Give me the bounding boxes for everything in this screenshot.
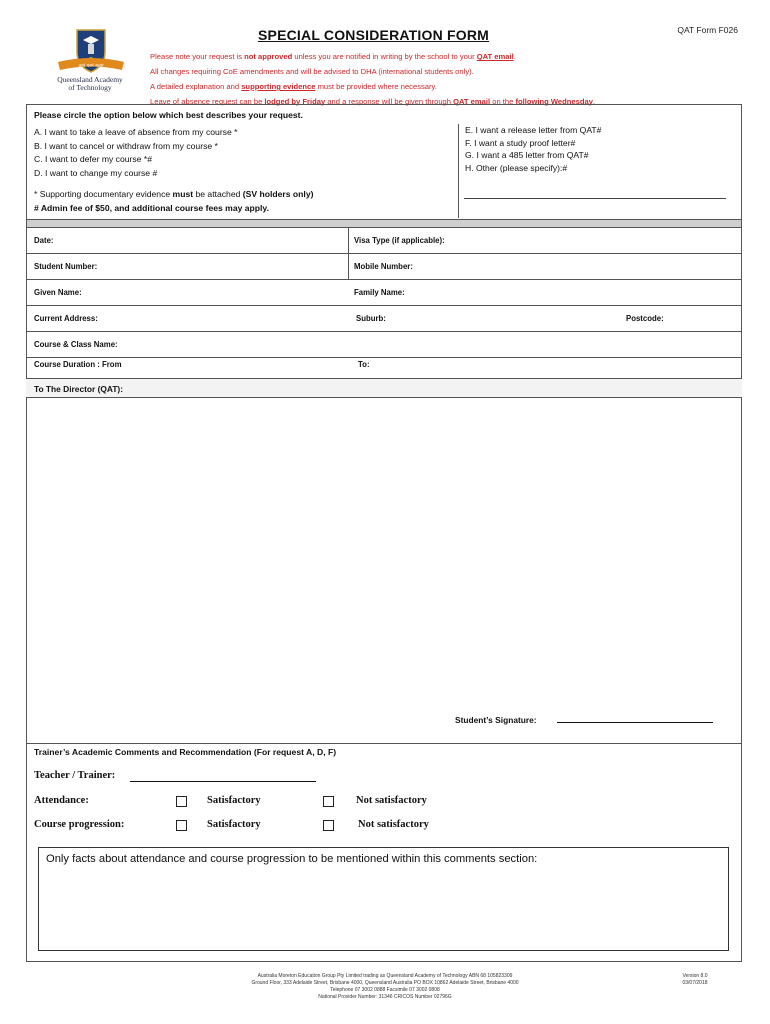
family-name-label: Family Name: bbox=[354, 288, 405, 297]
note-leave: Leave of absence request can be lodged by Friday and a response will be given through QAT email on the following Wednesday. bbox=[150, 97, 596, 106]
form-title: SPECIAL CONSIDERATION FORM bbox=[258, 27, 490, 43]
trainer-heading: Trainer’s Academic Comments and Recommendation (For request A, D, F) bbox=[34, 747, 337, 757]
option-g[interactable]: G. I want a 485 letter from QAT# bbox=[465, 150, 589, 161]
comments-note: Only facts about attendance and course progression to be mentioned within this comments section: bbox=[46, 853, 538, 865]
attendance-not-satisfactory-label: Not satisfactory bbox=[356, 795, 427, 806]
footer-line4: National Provider Number: 31346 CRICOS Number 02796G bbox=[318, 994, 452, 1000]
progression-label: Course progression: bbox=[34, 819, 125, 830]
teacher-line[interactable] bbox=[130, 781, 316, 782]
school-name-line1: Queensland Academy bbox=[57, 75, 123, 84]
to-label: To: bbox=[358, 360, 370, 369]
other-specify-line[interactable] bbox=[464, 198, 726, 199]
note-coe: All changes requiring CoE amendments and will be advised to DHA (international students only). bbox=[150, 67, 474, 76]
attendance-satisfactory-checkbox[interactable] bbox=[176, 796, 187, 807]
fee-note: # Admin fee of $50, and additional course fees may apply. bbox=[34, 203, 269, 213]
section-divider bbox=[27, 220, 741, 228]
signature-line[interactable] bbox=[557, 722, 713, 723]
trainer-divider bbox=[26, 743, 742, 744]
evidence-notes bbox=[34, 187, 313, 215]
visa-type-label: Visa Type (if applicable): bbox=[354, 236, 445, 245]
row-address bbox=[26, 306, 742, 332]
option-c[interactable]: C. I want to defer my course *# bbox=[34, 154, 152, 165]
signature-label: Student’s Signature: bbox=[455, 715, 537, 725]
option-d[interactable]: D. I want to change my course # bbox=[34, 167, 158, 178]
course-class-label: Course & Class Name: bbox=[34, 340, 118, 349]
progression-not-satisfactory-checkbox[interactable] bbox=[323, 820, 334, 831]
course-duration-label: Course Duration : From bbox=[34, 360, 122, 369]
postcode-label: Postcode: bbox=[626, 314, 664, 323]
note-evidence: A detailed explanation and supporting evidence must be provided where necessary. bbox=[150, 82, 437, 91]
version-date: 03/07/2018 bbox=[682, 980, 708, 986]
progression-satisfactory-label: Satisfactory bbox=[207, 819, 261, 830]
director-label: To The Director (QAT): bbox=[34, 384, 124, 394]
footer-line2: Ground Floor, 333 Adelaide Street, Brisbane 4000, Queensland Australia PO BOX 10862 Adelaide Street, Brisbane 4000 bbox=[251, 980, 519, 986]
footer-line3: Telephone 07 3002 0888 Facsimile 07 3002 0808 bbox=[330, 987, 440, 993]
school-name-line2: of Technology bbox=[68, 83, 112, 92]
director-header bbox=[26, 378, 742, 398]
suburb-label: Suburb: bbox=[356, 314, 386, 323]
attendance-satisfactory-label: Satisfactory bbox=[207, 795, 261, 806]
row-date-visa bbox=[26, 228, 742, 254]
teacher-label: Teacher / Trainer: bbox=[34, 770, 116, 781]
footer bbox=[190, 973, 580, 1001]
form-notes bbox=[150, 49, 595, 109]
row-names bbox=[26, 280, 742, 306]
progression-satisfactory-checkbox[interactable] bbox=[176, 820, 187, 831]
request-heading: Please circle the option below which best describes your request. bbox=[34, 110, 303, 120]
school-name bbox=[40, 76, 140, 92]
attendance-label: Attendance: bbox=[34, 795, 89, 806]
version-info bbox=[660, 973, 730, 987]
current-address-label: Current Address: bbox=[34, 314, 98, 323]
evidence-note: * Supporting documentary evidence must be attached (SV holders only) bbox=[34, 189, 314, 199]
option-a[interactable]: A. I want to take a leave of absence from my course * bbox=[34, 127, 238, 137]
logo-motto: ज्ञानं परमं बलम् bbox=[78, 64, 104, 69]
note-approval: Please note your request is not approved unless you are notified in writing by the school to your QAT email. bbox=[150, 52, 516, 61]
option-e[interactable]: E. I want a release letter from QAT# bbox=[465, 125, 602, 135]
mobile-number-label: Mobile Number: bbox=[354, 262, 413, 271]
progression-not-satisfactory-label: Not satisfactory bbox=[358, 819, 429, 830]
form-code: QAT Form F026 bbox=[677, 25, 738, 35]
option-f[interactable]: F. I want a study proof letter# bbox=[465, 137, 576, 148]
footer-line1: Australia Moreton Education Group Pty Limited trading as Queensland Academy of Technology ABN 68 105823309 bbox=[257, 973, 513, 979]
request-options-right bbox=[458, 124, 740, 218]
given-name-label: Given Name: bbox=[34, 288, 82, 297]
attendance-not-satisfactory-checkbox[interactable] bbox=[323, 796, 334, 807]
row-student-mobile bbox=[26, 254, 742, 280]
option-b[interactable]: B. I want to cancel or withdraw from my course * bbox=[34, 140, 218, 151]
student-number-label: Student Number: bbox=[34, 262, 98, 271]
option-h[interactable]: H. Other (please specify):# bbox=[465, 162, 568, 173]
row-duration bbox=[26, 352, 742, 378]
date-label: Date: bbox=[34, 236, 54, 245]
version-number: Version 8.0 bbox=[682, 973, 708, 979]
